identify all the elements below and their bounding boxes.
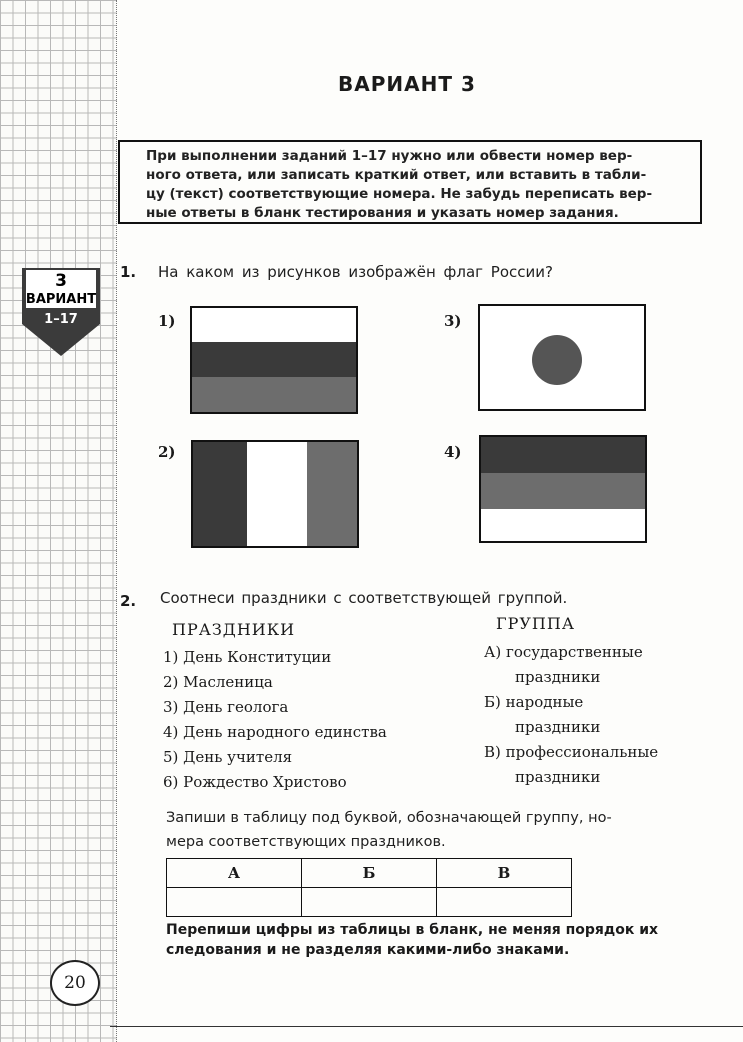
grid-margin — [0, 0, 117, 1042]
badge-number: 3 — [55, 271, 67, 291]
answer-cell-a[interactable] — [167, 888, 302, 917]
group-item: В) профессиональные — [484, 743, 659, 761]
badge-label: ВАРИАНТ — [25, 292, 97, 307]
group-item: А) государственные — [484, 643, 643, 661]
groups-header: ГРУППА — [496, 614, 575, 633]
table-header-b: Б — [302, 859, 437, 888]
holiday-item: 3) День геолога — [163, 698, 289, 716]
group-item: Б) народные — [484, 693, 584, 711]
flag-option-1[interactable] — [190, 306, 358, 414]
holiday-item: 1) День Конституции — [163, 648, 332, 666]
page-number: 20 — [50, 960, 100, 1006]
group-item-cont: праздники — [515, 718, 601, 736]
bottom-rule — [110, 1026, 743, 1027]
q1-text: На каком из рисунков изображён флаг России? — [158, 263, 553, 281]
q1-option-4-label: 4) — [444, 443, 462, 461]
footer-instruction: Перепиши цифры из таблицы в бланк, не меняя порядок их следования и не разделяя какими-либо знаками. — [166, 922, 659, 958]
instructions-line: цу (текст) соответствующие номера. Не забудь переписать вер- — [146, 186, 653, 202]
flag-option-3[interactable] — [478, 304, 646, 411]
table-header-a: А — [167, 859, 302, 888]
q1-option-3-label: 3) — [444, 312, 462, 330]
flag-option-2[interactable] — [191, 440, 359, 548]
holidays-header: ПРАЗДНИКИ — [172, 620, 296, 639]
instructions-line: ные ответы в бланк тестирования и указать номер задания. — [146, 205, 619, 221]
table-header-v: В — [437, 859, 572, 888]
variant-badge — [12, 266, 110, 358]
table-instruction: Запиши в таблицу под буквой, обозначающей группу, но- мера соответствующих праздников. — [166, 810, 612, 850]
holiday-item: 2) Масленица — [163, 673, 273, 691]
flag-option-4[interactable] — [479, 435, 647, 543]
answer-cell-b[interactable] — [302, 888, 437, 917]
holidays-list — [163, 645, 387, 795]
q1-option-1-label: 1) — [158, 312, 176, 330]
page-title: ВАРИАНТ 3 — [338, 72, 476, 96]
answer-table — [166, 858, 572, 917]
circle-emblem — [532, 335, 582, 385]
q1-number: 1. — [120, 263, 137, 281]
group-item-cont: праздники — [515, 668, 601, 686]
group-item-cont: праздники — [515, 768, 601, 786]
instructions-line: При выполнении заданий 1–17 нужно или обвести номер вер- — [146, 148, 633, 164]
instructions-line: ного ответа, или записать краткий ответ, или вставить в табли- — [146, 167, 647, 183]
q2-number: 2. — [120, 592, 137, 610]
badge-range: 1–17 — [44, 312, 78, 327]
groups-list — [484, 640, 714, 790]
q1-option-2-label: 2) — [158, 443, 176, 461]
instructions-box — [118, 140, 702, 224]
q2-text: Соотнеси праздники с соответствующей группой. — [160, 589, 568, 607]
holiday-item: 4) День народного единства — [163, 723, 387, 741]
holiday-item: 6) Рождество Христово — [163, 773, 347, 791]
holiday-item: 5) День учителя — [163, 748, 293, 766]
answer-cell-v[interactable] — [437, 888, 572, 917]
